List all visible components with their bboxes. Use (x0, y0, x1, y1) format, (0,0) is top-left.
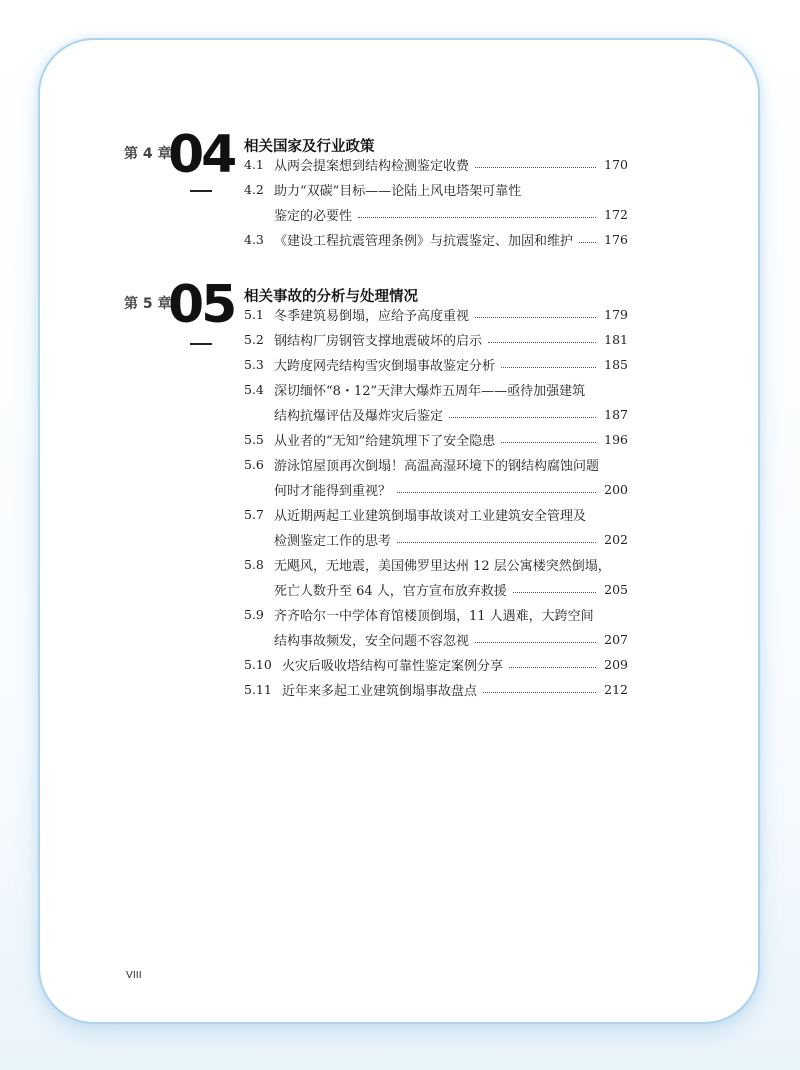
leader-dots (397, 542, 596, 543)
entry-number: 4.1 (244, 157, 264, 172)
entry-number: 5.1 (244, 307, 264, 322)
leader-dots (475, 317, 596, 318)
chapter-dash (190, 343, 212, 345)
entry-title: 《建设工程抗震管理条例》与抗震鉴定、加固和维护 (274, 234, 574, 249)
entry-title: 无飓风，无地震，美国佛罗里达州 12 层公寓楼突然倒塌， (274, 559, 611, 574)
leader-dots (579, 242, 596, 243)
entry-page: 205 (604, 582, 628, 597)
entry-title: 齐齐哈尔一中学体育馆楼顶倒塌，11 人遇难，大跨空间 (274, 609, 594, 624)
chapter-dash (190, 190, 212, 192)
entry-title-cont: 鉴定的必要性 (274, 209, 353, 224)
entry-page: 176 (604, 232, 628, 247)
leader-dots (475, 642, 596, 643)
leader-dots (483, 692, 596, 693)
entry-number: 5.6 (244, 457, 264, 472)
toc-entry[interactable] (244, 552, 628, 602)
toc-entry[interactable] (244, 302, 628, 327)
entry-page: 172 (604, 207, 628, 222)
entry-page: 202 (604, 532, 628, 547)
entry-page: 200 (604, 482, 628, 497)
entry-title: 钢结构厂房钢管支撑地震破坏的启示 (274, 334, 483, 349)
leader-dots (397, 492, 596, 493)
entry-title: 近年来多起工业建筑倒塌事故盘点 (282, 684, 478, 699)
toc-entry[interactable] (244, 377, 628, 427)
chapter-number: 04 (168, 125, 235, 185)
leader-dots (513, 592, 596, 593)
toc-entry[interactable] (244, 152, 628, 177)
entry-title-cont: 检测鉴定工作的思考 (274, 534, 392, 549)
entry-title: 助力“双碳”目标——论陆上风电塔架可靠性 (274, 184, 522, 199)
toc-entry[interactable] (244, 427, 628, 452)
entry-page: 212 (604, 682, 628, 697)
toc-entry[interactable] (244, 452, 628, 502)
entry-title: 从业者的“无知”给建筑埋下了安全隐患 (274, 434, 496, 449)
entry-page: 185 (604, 357, 628, 372)
entry-title: 火灾后吸收塔结构可靠性鉴定案例分享 (282, 659, 504, 674)
entry-number: 5.10 (244, 657, 272, 672)
leader-dots (358, 217, 596, 218)
entry-number: 5.3 (244, 357, 264, 372)
chapter-label: 第 5 章 (124, 296, 172, 312)
entry-number: 4.3 (244, 232, 264, 247)
entry-number: 5.5 (244, 432, 264, 447)
entry-number: 5.7 (244, 507, 264, 522)
entry-page: 181 (604, 332, 628, 347)
page-folio: VIII (126, 970, 142, 981)
entry-page: 207 (604, 632, 628, 647)
entry-title: 大跨度网壳结构雪灾倒塌事故鉴定分析 (274, 359, 496, 374)
entry-title-cont: 死亡人数升至 64 人，官方宣布放弃救援 (274, 584, 507, 599)
leader-dots (501, 442, 596, 443)
chapter-label: 第 4 章 (124, 146, 172, 162)
toc-entry[interactable] (244, 652, 628, 677)
toc-entry[interactable] (244, 677, 628, 702)
leader-dots (475, 167, 596, 168)
entry-number: 5.11 (244, 682, 272, 697)
entry-title: 冬季建筑易倒塌，应给予高度重视 (274, 309, 470, 324)
leader-dots (501, 367, 596, 368)
entry-number: 5.8 (244, 557, 264, 572)
entry-number: 5.2 (244, 332, 264, 347)
toc-entry[interactable] (244, 327, 628, 352)
entry-page: 196 (604, 432, 628, 447)
entry-title: 深切缅怀“8・12”天津大爆炸五周年——亟待加强建筑 (274, 384, 586, 399)
leader-dots (509, 667, 596, 668)
entry-title: 从两会提案想到结构检测鉴定收费 (274, 159, 470, 174)
toc-entry[interactable] (244, 502, 628, 552)
chapter-number: 05 (168, 275, 235, 335)
entry-number: 5.4 (244, 382, 264, 397)
toc-entry[interactable] (244, 177, 628, 227)
entry-title-cont: 结构事故频发，安全问题不容忽视 (274, 634, 470, 649)
chapter-title: 相关事故的分析与处理情况 (244, 289, 418, 305)
toc-entry[interactable] (244, 602, 628, 652)
entry-title: 从近期两起工业建筑倒塌事故谈对工业建筑安全管理及 (274, 509, 587, 524)
leader-dots (449, 417, 596, 418)
entry-number: 5.9 (244, 607, 264, 622)
entry-page: 209 (604, 657, 628, 672)
chapter-title: 相关国家及行业政策 (244, 139, 375, 155)
page-card (38, 38, 760, 1024)
entry-title-cont: 何时才能得到重视？ (274, 484, 392, 499)
entry-title-cont: 结构抗爆评估及爆炸灾后鉴定 (274, 409, 444, 424)
entry-page: 170 (604, 157, 628, 172)
entry-title: 游泳馆屋顶再次倒塌！高温高湿环境下的钢结构腐蚀问题 (274, 459, 600, 474)
entry-page: 187 (604, 407, 628, 422)
leader-dots (488, 342, 596, 343)
toc-entry[interactable] (244, 352, 628, 377)
entry-page: 179 (604, 307, 628, 322)
entry-number: 4.2 (244, 182, 264, 197)
toc-entry[interactable] (244, 227, 628, 252)
